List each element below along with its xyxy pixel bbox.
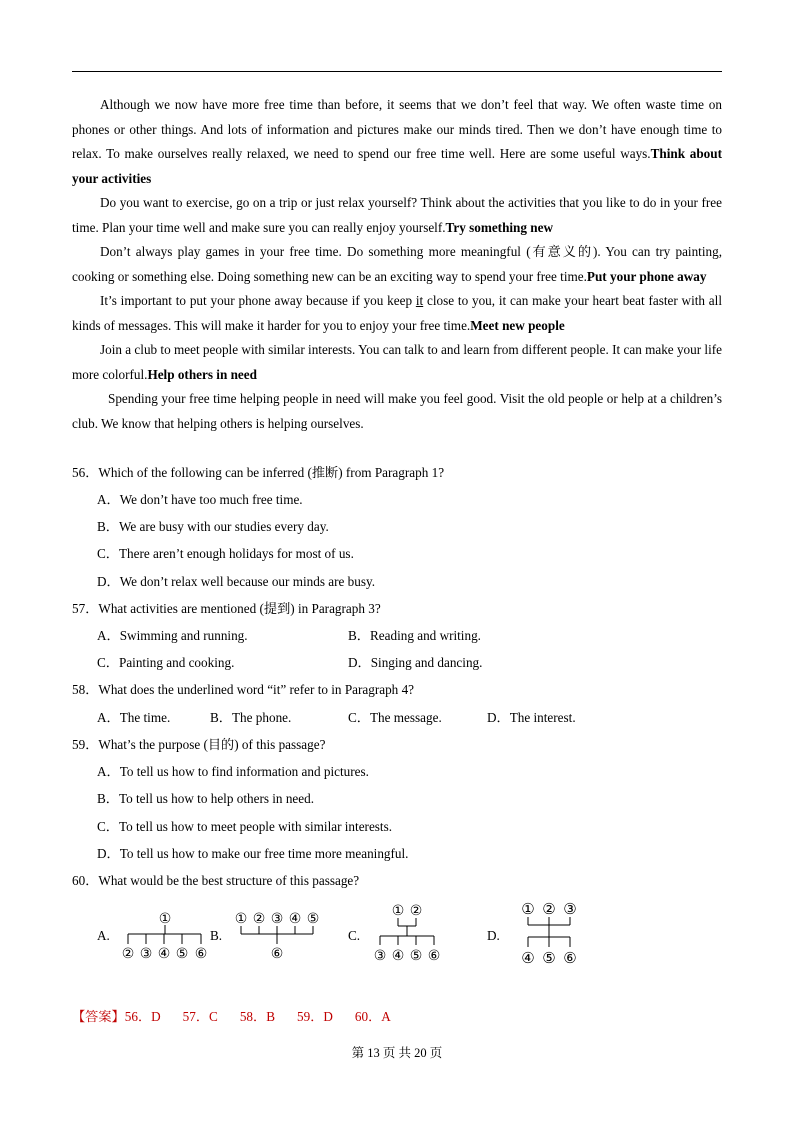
q57-option-c[interactable]: C．Painting and cooking. — [97, 655, 235, 670]
answer-60: 60．A — [354, 1009, 391, 1024]
q58-option-a[interactable]: A．The time. — [97, 710, 171, 725]
diagram-d-node-2: ② — [542, 900, 556, 918]
page-footer: 第 13 页 共 20 页 — [351, 1046, 443, 1060]
q60-option-a[interactable]: A. — [97, 928, 110, 943]
q59-option-d[interactable]: D．To tell us how to make our free time more meaningful. — [97, 846, 409, 861]
diagram-b-node-5: ⑤ — [306, 911, 320, 927]
answer-key — [72, 1006, 413, 1025]
diagram-c-node-3: ③ — [373, 948, 387, 964]
q56-option-b[interactable]: B．We are busy with our studies every day. — [97, 519, 329, 534]
paragraph-5: Join a club to meet people with similar interests. You can talk to and learn from different people. It can make your life more colorful.Help others in need — [72, 342, 722, 382]
diagram-a-node-6: ⑥ — [194, 946, 208, 962]
structure-diagram-a — [118, 908, 210, 964]
heading-phone-away: Put your phone away — [586, 268, 707, 284]
underlined-it: it — [415, 293, 424, 308]
paragraph-1: Although we now have more free time than before, it seems that we don’t feel that way. We often waste time on phones or other things. And lots of information and pictures make our minds tired. Then we don’t have enough time to relax. To make ourselves really relaxed, we need to spend our free time well. Here are some useful ways.Think about your activities — [72, 97, 722, 186]
q60-option-c[interactable]: C. — [348, 928, 361, 943]
diagram-c-node-5: ⑤ — [409, 948, 423, 964]
structure-diagram-b — [231, 908, 323, 964]
q59-option-a[interactable]: A．To tell us how to find information and pictures. — [97, 764, 369, 779]
structure-diagram-c — [368, 900, 448, 966]
q58-option-d[interactable]: D．The interest. — [487, 710, 576, 725]
q58-option-b[interactable]: B．The phone. — [210, 710, 292, 725]
answer-59: 59．D — [297, 1009, 333, 1024]
diagram-c-node-6: ⑥ — [427, 948, 441, 964]
q60-option-b[interactable]: B. — [210, 928, 223, 943]
paragraph-3: Don’t always play games in your free time. Do something more meaningful (有意义的). You can try painting, cooking or something else. Doing something new can be an exciting way to spend your free time.Put your phone away — [72, 244, 722, 284]
question-59-stem: 59．What’s the purpose (目的) of this passage? — [72, 737, 326, 752]
diagram-b-node-6: ⑥ — [270, 946, 284, 962]
q57-option-a[interactable]: A．Swimming and running. — [97, 628, 248, 643]
question-58-stem: 58．What does the underlined word “it” refer to in Paragraph 4? — [72, 682, 415, 697]
q56-option-a[interactable]: A．We don’t have too much free time. — [97, 492, 303, 507]
q60-option-d[interactable]: D. — [487, 928, 500, 943]
paragraph-2: Do you want to exercise, go on a trip or just relax yourself? Think about the activities that you like to do in your free time. Plan your time well and make sure you can really enjoy yourself.Try something new — [72, 195, 722, 235]
q58-option-c[interactable]: C．The message. — [348, 710, 442, 725]
diagram-d-node-4: ④ — [521, 949, 535, 967]
question-56-stem: 56．Which of the following can be inferred (推断) from Paragraph 1? — [72, 465, 445, 480]
answer-56: 56．D — [124, 1009, 161, 1024]
answer-58: 58．B — [239, 1009, 275, 1024]
reading-passage — [72, 93, 722, 436]
q56-option-d[interactable]: D．We don’t relax well because our minds are busy. — [97, 574, 375, 589]
heading-meet-people: Meet new people — [470, 317, 565, 333]
structure-diagram-d — [514, 897, 584, 971]
heading-activities: Think about your activities — [72, 146, 722, 186]
diagram-c-node-4: ④ — [391, 948, 405, 964]
diagram-a-node-5: ⑤ — [175, 946, 189, 962]
diagram-d-node-6: ⑥ — [563, 949, 577, 967]
q56-option-c[interactable]: C．There aren’t enough holidays for most of us. — [97, 546, 354, 561]
diagram-b-node-4: ④ — [288, 911, 302, 927]
diagram-b-node-2: ② — [252, 911, 266, 927]
heading-try-new: Try something new — [445, 219, 553, 235]
diagram-c-node-2: ② — [409, 903, 423, 919]
diagram-a-node-2: ② — [121, 946, 135, 962]
paragraph-4: It’s important to put your phone away because if you keep it close to you, it can make your heart beat faster with all kinds of messages. This will make it harder for you to enjoy your free time.Meet new people — [72, 293, 722, 333]
diagram-d-node-3: ③ — [563, 900, 577, 918]
header-rule — [72, 71, 722, 72]
diagram-a-node-3: ③ — [139, 946, 153, 962]
q57-option-d[interactable]: D．Singing and dancing. — [348, 655, 483, 670]
diagram-d-node-5: ⑤ — [542, 949, 556, 967]
paragraph-6: Spending your free time helping people in need will make you feel good. Visit the old people or help at a children’s club. We know that helping others is helping ourselves. — [72, 391, 722, 431]
question-57-stem: 57．What activities are mentioned (提到) in Paragraph 3? — [72, 601, 381, 616]
question-60-stem: 60．What would be the best structure of this passage? — [72, 873, 360, 888]
diagram-d-node-1: ① — [521, 900, 535, 918]
heading-help-others: Help others in need — [147, 366, 257, 382]
diagram-a-node-4: ④ — [157, 946, 171, 962]
diagram-b-node-3: ③ — [270, 911, 284, 927]
q57-option-b[interactable]: B．Reading and writing. — [348, 628, 481, 643]
answer-57: 57．C — [182, 1009, 218, 1024]
diagram-a-node-1: ① — [158, 911, 172, 927]
q59-option-c[interactable]: C．To tell us how to meet people with similar interests. — [97, 819, 393, 834]
answer-tag: 【答案】 — [72, 1009, 125, 1024]
diagram-b-node-1: ① — [234, 911, 248, 927]
q59-option-b[interactable]: B．To tell us how to help others in need. — [97, 791, 315, 806]
diagram-c-node-1: ① — [391, 903, 405, 919]
